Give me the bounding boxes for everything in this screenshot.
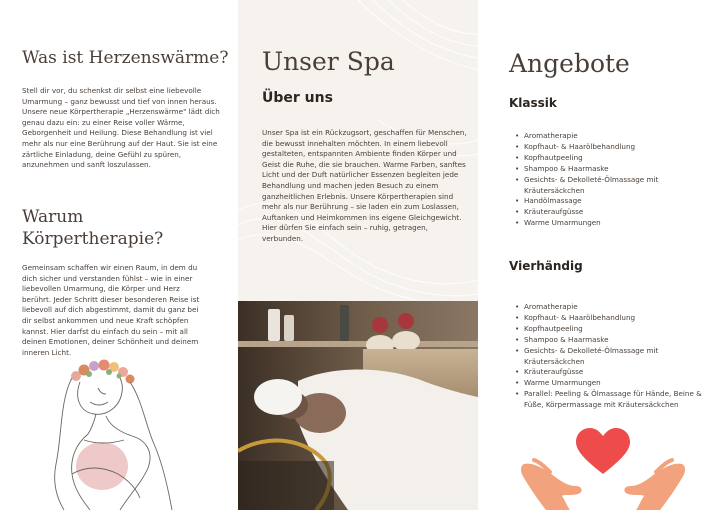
list-item: • Aromatherapie: [515, 302, 710, 313]
ueber-uns-heading: Über uns: [262, 90, 333, 106]
list-item: • Handölmassage: [515, 196, 710, 207]
list-item: • Parallel: Peeling & Ölmassage für Hände, Beine & Füße, Körpermassage mit Kräutersäckchen: [515, 389, 710, 411]
pink-heart-blob: [76, 442, 128, 490]
unser-spa-title: Unser Spa: [262, 47, 395, 76]
middle-panel: [238, 0, 478, 510]
list-item: • Kräuteraufgüsse: [515, 367, 710, 378]
klassik-heading: Klassik: [509, 96, 557, 110]
list-item: • Gesichts- & Dekolleté-Ölmassage mit Kräutersäckchen: [515, 346, 710, 368]
list-item: • Kopfhautpeeling: [515, 153, 710, 164]
heart-icon: [576, 428, 630, 474]
herzenswaerme-title: Was ist Herzenswärme?: [22, 48, 229, 68]
koerpertherapie-text: Gemeinsam schaffen wir einen Raum, in dem du dich sicher und verstanden fühlst – wie in einer liebevollen Umarmung, die Körper und Herz berührt. Jeder Schritt dieser besonderen Reise ist liebevoll auf dich abgestimmt, damit du ganz bei dir selbst ankommen und neue Kraft schöpfen kannst. Hier darfst du einfach du sein – mit all deinen Emotionen, deiner Schönheit und deinem inneren Licht.: [22, 263, 200, 357]
angebote-title: Angebote: [509, 49, 630, 78]
hands-heart-icon: [518, 422, 688, 510]
list-item: • Aromatherapie: [515, 131, 710, 142]
list-item: • Gesichts- & Dekolleté-Ölmassage mit Kräutersäckchen: [515, 175, 710, 197]
spa-treatment-photo: [238, 301, 478, 510]
flower-crown-icon: [71, 360, 135, 384]
list-item: • Kopfhaut- & Haarölbehandlung: [515, 142, 710, 153]
right-panel: [478, 0, 718, 510]
vierhaendig-list: [515, 302, 710, 411]
left-panel: [0, 0, 238, 510]
list-item: • Kopfhautpeeling: [515, 324, 710, 335]
klassik-list: [515, 131, 710, 229]
woman-flower-crown-illustration: [50, 348, 180, 510]
list-item: • Kopfhaut- & Haarölbehandlung: [515, 313, 710, 324]
list-item: • Kräuteraufgüsse: [515, 207, 710, 218]
ueber-uns-text: Unser Spa ist ein Rückzugsort, geschaffen für Menschen, die bewusst innehalten möchten. In einem liebevoll gestalteten, entspannten Ambiente finden Körper und Geist die Ruhe, die sie brauchen. Warme Farben, sanftes Licht und der Duft natürlicher Essenzen begleiten jede Behandlung und machen jeden Besuch zu einem ganzheitlichen Erlebnis. Unsere Körpertherapien sind mehr als nur Berührung – sie laden ein zum Loslassen, Auftanken und Heimkommen ins eigene Gleichgewicht. Hier dürfen Sie einfach sein – ruhig, getragen, verbunden.: [262, 128, 467, 243]
herzenswaerme-text: Stell dir vor, du schenkst dir selbst eine liebevolle Umarmung – ganz bewusst und tief von innen heraus. Unsere neue Körpertherapie „Herzenswärme" lädt dich genau dazu ein: zu einer Reise voller Wärme, Geborgenheit und Heilung. Diese Behandlung ist viel mehr als nur eine Berührung auf der Haut. Sie ist eine zärtliche Einladung, deine Gefühl zu spüren, anzunehmen und sanft loszulassen.: [22, 86, 220, 170]
list-item: • Warme Umarmungen: [515, 218, 710, 229]
koerpertherapie-title: Warum Körpertherapie?: [22, 207, 164, 249]
list-item: • Warme Umarmungen: [515, 378, 710, 389]
list-item: • Shampoo & Haarmaske: [515, 164, 710, 175]
list-item: • Shampoo & Haarmaske: [515, 335, 710, 346]
vierhaendig-heading: Vierhändig: [509, 259, 583, 273]
